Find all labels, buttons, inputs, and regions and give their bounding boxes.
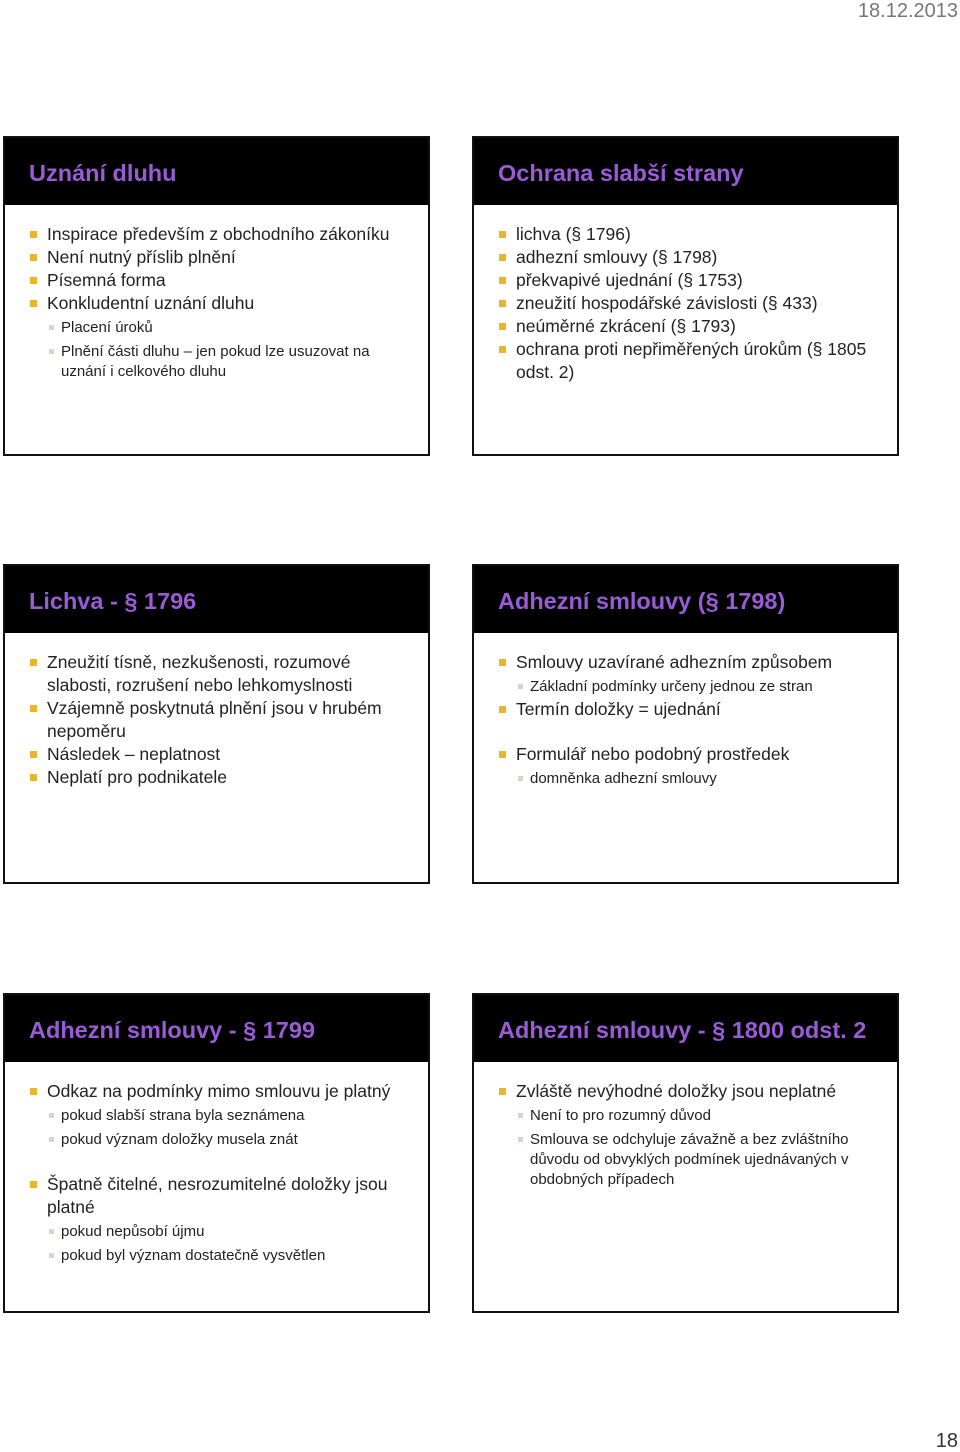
- sub-bullet-item: [30, 315, 408, 339]
- bullet-text: Smlouvy uzavírané adhezním způsobem: [516, 652, 833, 672]
- square-bullet-icon: [30, 254, 37, 261]
- bullet-text: neúměrné zkrácení (§ 1793): [516, 316, 736, 336]
- square-bullet-icon: [499, 346, 506, 353]
- sub-bullet-item: [499, 674, 877, 698]
- square-bullet-icon: [499, 1088, 506, 1095]
- bullet-text: lichva (§ 1796): [516, 224, 631, 244]
- slide-adhezni-smlouvy-1799: [3, 993, 430, 1313]
- bullet-item: [30, 651, 408, 697]
- square-bullet-icon: [30, 1181, 37, 1188]
- bullet-item: [30, 743, 408, 766]
- bullet-item: [30, 269, 408, 292]
- bullet-item: [499, 315, 877, 338]
- bullet-item: [499, 246, 877, 269]
- sub-bullet-item: [30, 1127, 408, 1151]
- slide-header: [474, 566, 897, 633]
- sub-bullet-text: Plnění části dluhu – jen pokud lze usuzovat na uznání i celkového dluhu: [61, 343, 370, 380]
- square-bullet-icon: [499, 254, 506, 261]
- sub-bullet-text: Není to pro rozumný důvod: [530, 1107, 711, 1124]
- bullet-item: [499, 338, 877, 384]
- small-square-bullet-icon: [49, 1137, 54, 1142]
- bullet-item: [30, 1080, 408, 1103]
- sub-bullet-text: pokud nepůsobí újmu: [61, 1223, 205, 1240]
- slide-title: Adhezní smlouvy (§ 1798): [498, 588, 786, 614]
- sub-bullet-text: Placení úroků: [61, 319, 153, 336]
- small-square-bullet-icon: [49, 349, 54, 354]
- bullet-text: Následek – neplatnost: [47, 744, 221, 764]
- sub-bullet-text: pokud byl význam dostatečně vysvětlen: [61, 1247, 326, 1264]
- square-bullet-icon: [30, 277, 37, 284]
- bullet-text: Zvláště nevýhodné doložky jsou neplatné: [516, 1081, 837, 1101]
- sub-bullet-text: domněnka adhezní smlouvy: [530, 770, 717, 787]
- bullet-item: [499, 651, 877, 674]
- square-bullet-icon: [30, 659, 37, 666]
- bullet-text: Formulář nebo podobný prostředek: [516, 744, 790, 764]
- square-bullet-icon: [30, 300, 37, 307]
- slide-title: Adhezní smlouvy - § 1800 odst. 2: [498, 1017, 867, 1043]
- sub-bullet-text: pokud slabší strana byla seznámena: [61, 1107, 305, 1124]
- small-square-bullet-icon: [518, 776, 523, 781]
- bullet-text: Termín doložky = ujednání: [516, 699, 721, 719]
- square-bullet-icon: [30, 1088, 37, 1095]
- square-bullet-icon: [499, 323, 506, 330]
- sub-bullet-text: Základní podmínky určeny jednou ze stran: [530, 678, 813, 695]
- small-square-bullet-icon: [49, 325, 54, 330]
- slide-title: Adhezní smlouvy - § 1799: [29, 1017, 316, 1043]
- square-bullet-icon: [499, 659, 506, 666]
- sub-bullet-item: [499, 1127, 877, 1191]
- slide-bullet-list: [5, 205, 428, 383]
- bullet-text: zneužití hospodářské závislosti (§ 433): [516, 293, 818, 313]
- square-bullet-icon: [499, 706, 506, 713]
- slide-bullet-list: [474, 1062, 897, 1191]
- slide-ochrana-slabsi-strany: [472, 136, 899, 456]
- sub-bullet-text: Smlouva se odchyluje závažně a bez zvláštního důvodu od obvyklých podmínek ujednávaných v obdobných případech: [530, 1131, 849, 1188]
- square-bullet-icon: [499, 277, 506, 284]
- square-bullet-icon: [30, 231, 37, 238]
- slide-bullet-list: [5, 633, 428, 789]
- slide-uznani-dluhu: [3, 136, 430, 456]
- slide-header: [474, 995, 897, 1062]
- slide-title: Ochrana slabší strany: [498, 160, 744, 186]
- square-bullet-icon: [499, 300, 506, 307]
- small-square-bullet-icon: [49, 1113, 54, 1118]
- print-date: 18.12.2013: [857, 0, 958, 22]
- small-square-bullet-icon: [518, 684, 523, 689]
- bullet-text: Odkaz na podmínky mimo smlouvu je platný: [47, 1081, 391, 1101]
- bullet-text: Špatně čitelné, nesrozumitelné doložky jsou platné: [47, 1174, 388, 1217]
- slide-header: [5, 566, 428, 633]
- square-bullet-icon: [30, 705, 37, 712]
- slide-title: Uznání dluhu: [29, 160, 177, 186]
- slide-bullet-list: [474, 205, 897, 384]
- bullet-text: Písemná forma: [47, 270, 166, 290]
- slide-header: [5, 138, 428, 205]
- sub-bullet-item: [30, 1243, 408, 1267]
- sub-bullet-item: [499, 766, 877, 790]
- bullet-text: Vzájemně poskytnutá plnění jsou v hrubém nepoměru: [47, 698, 382, 741]
- square-bullet-icon: [30, 774, 37, 781]
- bullet-item: [30, 246, 408, 269]
- bullet-text: Inspirace především z obchodního zákoníku: [47, 224, 390, 244]
- slide-lichva: [3, 564, 430, 884]
- sub-bullet-text: pokud význam doložky musela znát: [61, 1131, 298, 1148]
- sub-bullet-item: [30, 1103, 408, 1127]
- slide-bullet-list: [5, 1062, 428, 1267]
- small-square-bullet-icon: [518, 1137, 523, 1142]
- slide-title: Lichva - § 1796: [29, 588, 197, 614]
- slide-header: [474, 138, 897, 205]
- sub-bullet-item: [499, 1103, 877, 1127]
- bullet-text: adhezní smlouvy (§ 1798): [516, 247, 718, 267]
- bullet-item: [499, 292, 877, 315]
- bullet-item: [499, 698, 877, 721]
- bullet-item: [30, 1173, 408, 1219]
- sub-bullet-item: [30, 339, 408, 383]
- bullet-text: překvapivé ujednání (§ 1753): [516, 270, 743, 290]
- sub-bullet-item: [30, 1219, 408, 1243]
- bullet-item: [499, 269, 877, 292]
- square-bullet-icon: [30, 751, 37, 758]
- bullet-text: ochrana proti nepřiměřených úrokům (§ 1805 odst. 2): [516, 339, 867, 382]
- bullet-text: Není nutný příslib plnění: [47, 247, 236, 267]
- slide-adhezni-smlouvy-1798: [472, 564, 899, 884]
- bullet-item: [30, 223, 408, 246]
- slide-bullet-list: [474, 633, 897, 790]
- bullet-item: [499, 1080, 877, 1103]
- slide-header: [5, 995, 428, 1062]
- small-square-bullet-icon: [49, 1229, 54, 1234]
- slide-adhezni-smlouvy-1800: [472, 993, 899, 1313]
- bullet-text: Konkludentní uznání dluhu: [47, 293, 255, 313]
- square-bullet-icon: [499, 751, 506, 758]
- page-number: 18: [935, 1430, 958, 1452]
- bullet-text: Zneužití tísně, nezkušenosti, rozumové slabosti, rozrušení nebo lehkomyslnosti: [47, 652, 353, 695]
- small-square-bullet-icon: [518, 1113, 523, 1118]
- bullet-text: Neplatí pro podnikatele: [47, 767, 227, 787]
- bullet-item: [499, 743, 877, 766]
- bullet-item: [30, 292, 408, 315]
- bullet-item: [30, 697, 408, 743]
- bullet-item: [30, 766, 408, 789]
- small-square-bullet-icon: [49, 1253, 54, 1258]
- square-bullet-icon: [499, 231, 506, 238]
- bullet-item: [499, 223, 877, 246]
